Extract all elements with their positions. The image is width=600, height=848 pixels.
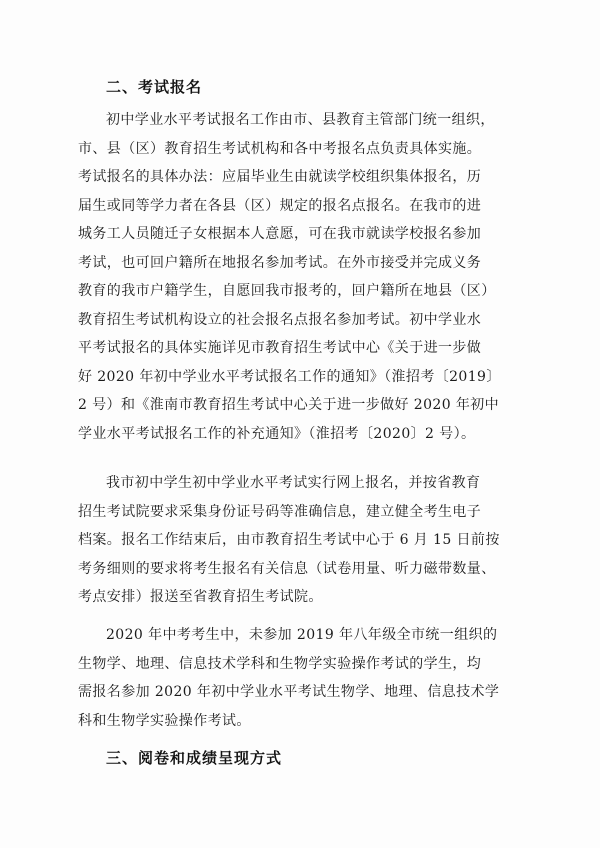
text-line: 平考试报名的具体实施详见市教育招生考试中心《关于进一步做 — [78, 340, 482, 356]
text-line: 市、县（区）教育招生考试机构和各中考报名点负责具体实施。 — [78, 140, 482, 157]
text-line: 我市初中学生初中学业水平考试实行网上报名，并按省教育 — [106, 475, 481, 491]
text-line: 届生或同等学力者在各县（区）规定的报名点报名。在我市的进 — [78, 197, 482, 214]
section-heading-grading: 三、阅卷和成绩呈现方式 — [106, 749, 283, 767]
text-line: 学业水平考试报名工作的补充通知》（淮招考〔2020〕2 号）。 — [78, 425, 476, 442]
text-line: 2 号）和《淮南市教育招生考试中心关于进一步做好 2020 年初中 — [78, 397, 500, 413]
paragraph-biology-geography-exam — [78, 621, 548, 735]
text-line: 教育的我市户籍学生，自愿回我市报考的，回户籍所在地县（区） — [78, 283, 496, 299]
text-line: 考点安排）报送至省教育招生考试院。 — [78, 589, 323, 605]
text-line: 2020 年中考考生中，未参加 2019 年八年级全市统一组织的 — [106, 627, 498, 643]
text-line: 教育招生考试机构设立的社会报名点报名参加考试。初中学业水 — [78, 311, 482, 328]
text-line: 考务细则的要求将考生报名有关信息（试卷用量、听力磁带数量、 — [78, 560, 496, 577]
paragraph-registration-rules — [78, 106, 548, 448]
text-line: 生物学、地理、信息技术学科和生物学实验操作考试的学生，均 — [78, 655, 482, 672]
section-heading-registration: 二、考试报名 — [106, 78, 203, 96]
text-line: 需报名参加 2020 年初中学业水平考试生物学、地理、信息技术学 — [78, 684, 500, 700]
paragraph-online-registration — [78, 469, 548, 612]
text-line: 考试，也可回户籍所在地报名参加考试。在外市接受并完成义务 — [78, 254, 482, 271]
text-line: 招生考试院要求采集身份证号码等准确信息，建立健全考生电子 — [78, 503, 482, 520]
text-line: 科和生物学实验操作考试。 — [78, 712, 251, 729]
text-line: 考试报名的具体办法：应届毕业生由就读学校组织集体报名，历 — [78, 169, 482, 185]
text-line: 初中学业水平考试报名工作由市、县教育主管部门统一组织， — [106, 112, 495, 128]
text-line: 档案。报名工作结束后，由市教育招生考试中心于 6 月 15 日前按 — [78, 532, 500, 548]
text-line: 城务工人员随迁子女根据本人意愿，可在我市就读学校报名参加 — [78, 226, 482, 242]
text-line: 好 2020 年初中学业水平考试报名工作的通知》（淮招考〔2019〕 — [78, 368, 501, 385]
